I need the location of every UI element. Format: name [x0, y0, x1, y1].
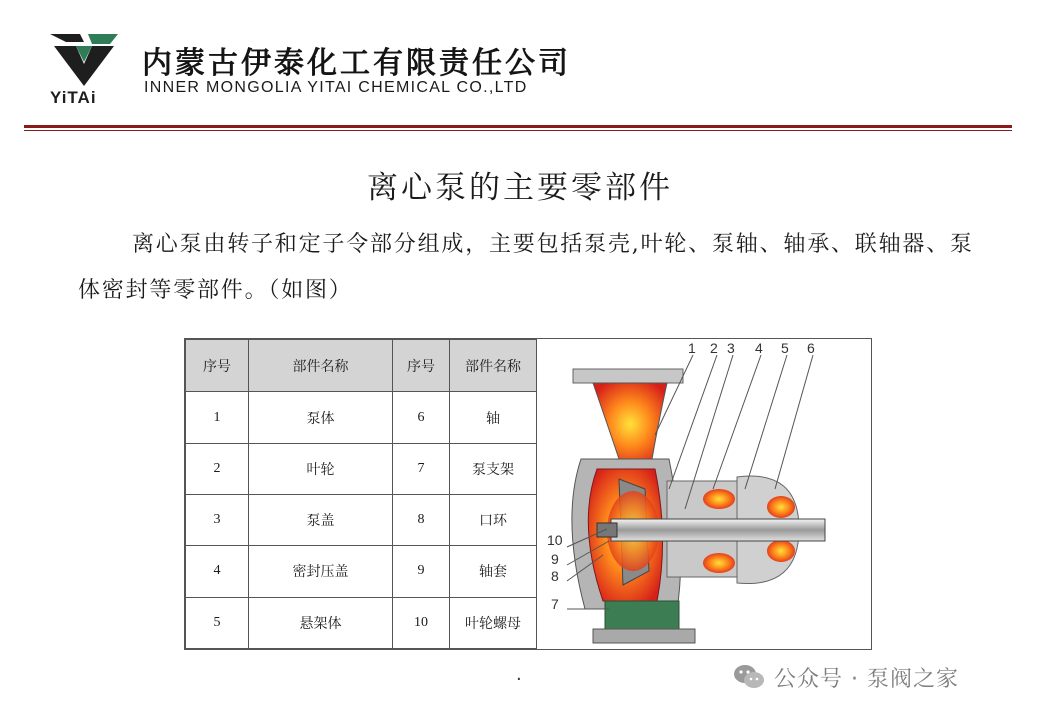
diagram-label: 1: [688, 340, 696, 356]
table-cell: 泵盖: [249, 494, 393, 545]
table-cell: 叶轮: [249, 443, 393, 494]
parts-table: [185, 339, 537, 649]
table-row: [186, 597, 537, 648]
table-cell: 2: [186, 443, 249, 494]
table-cell: 4: [186, 546, 249, 597]
table-cell: 6: [393, 392, 450, 443]
footer-dot: .: [516, 664, 522, 685]
diagram-label: 3: [727, 340, 735, 356]
table-cell: 7: [393, 443, 450, 494]
table-header-row: [186, 340, 537, 392]
table-cell: 泵体: [249, 392, 393, 443]
table-row: [186, 392, 537, 443]
table-cell: 10: [393, 597, 450, 648]
table-cell: 口环: [450, 494, 537, 545]
watermark-text: 公众号 · 泵阀之家: [774, 666, 959, 692]
table-cell: 8: [393, 494, 450, 545]
column-header: 部件名称: [249, 340, 393, 392]
header-rule-thin: [24, 130, 1012, 131]
table-cell: 3: [186, 494, 249, 545]
logo-right-shape: [88, 34, 118, 44]
diagram-label: 5: [781, 340, 789, 356]
diagram-label: 2: [710, 340, 718, 356]
table-cell: 1: [186, 392, 249, 443]
company-name-en: INNER MONGOLIA YITAI CHEMICAL CO.,LTD: [144, 79, 528, 96]
table-cell: 悬架体: [249, 597, 393, 648]
diagram-label: 8: [551, 568, 559, 584]
table-row: [186, 443, 537, 494]
table-cell: 9: [393, 546, 450, 597]
slide-title: 离心泵的主要零部件: [367, 170, 673, 206]
company-name-cn: 内蒙古伊泰化工有限责任公司: [142, 46, 571, 81]
diagram-label: 6: [807, 340, 815, 356]
logo-left-shape: [50, 34, 84, 42]
table-cell: 叶轮螺母: [450, 597, 537, 648]
diagram-label: 9: [551, 551, 559, 567]
table-cell: 密封压盖: [249, 546, 393, 597]
diagram-label: 4: [755, 340, 763, 356]
table-row: [186, 546, 537, 597]
table-row: [186, 494, 537, 545]
table-cell: 轴: [450, 392, 537, 443]
pump-cross-section-diagram: [537, 339, 871, 649]
column-header: 部件名称: [450, 340, 537, 392]
parts-figure: [184, 338, 872, 650]
watermark: [732, 660, 959, 694]
logo-wordmark: YiTAi: [50, 88, 97, 107]
diagram-label: 10: [547, 532, 563, 548]
header-rule: [24, 125, 1012, 128]
column-header: 序号: [393, 340, 450, 392]
table-cell: 轴套: [450, 546, 537, 597]
table-cell: 5: [186, 597, 249, 648]
column-header: 序号: [186, 340, 249, 392]
table-cell: 泵支架: [450, 443, 537, 494]
wechat-icon: [732, 662, 766, 692]
intro-paragraph: 离心泵由转子和定子令部分组成，主要包括泵壳,叶轮、泵轴、轴承、联轴器、泵体密封等零部件。（如图）: [78, 232, 974, 303]
diagram-label: 7: [551, 596, 559, 612]
